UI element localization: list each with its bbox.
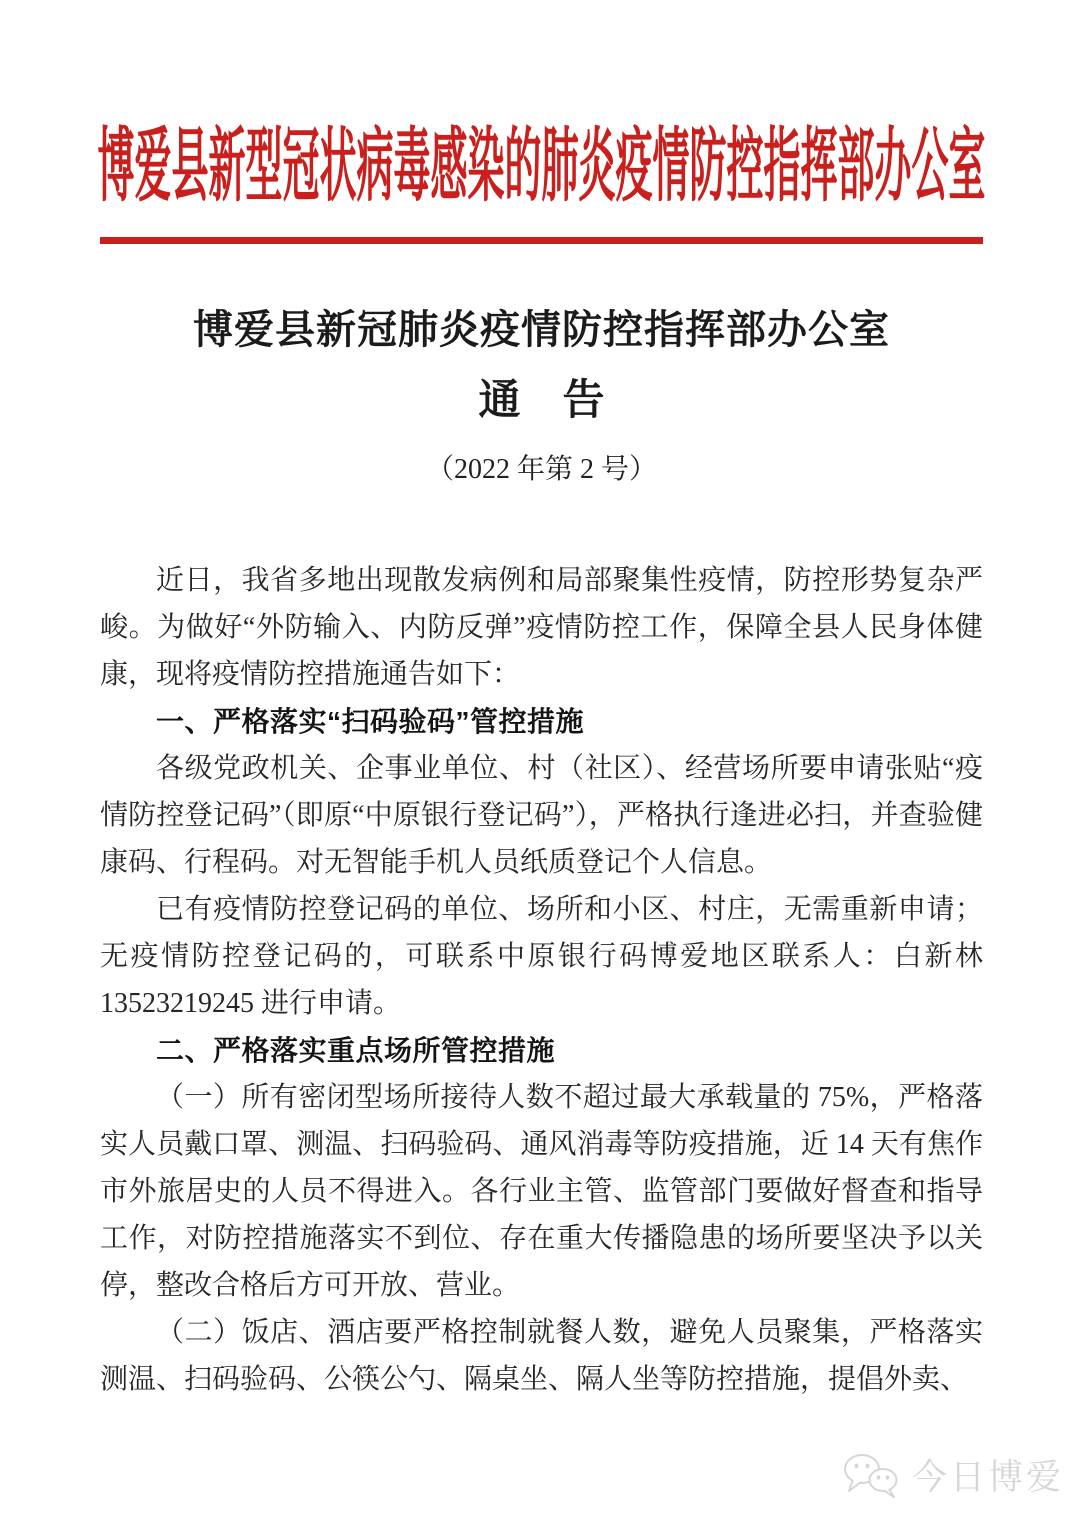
document-office-title: 博爱县新冠肺炎疫情防控指挥部办公室: [193, 307, 890, 352]
section-heading: 一、严格落实“扫码验码”管控措施: [156, 706, 585, 737]
document-body: [100, 557, 983, 1403]
section-heading: 二、严格落实重点场所管控措施: [156, 1035, 556, 1066]
document-content-column: [0, 122, 1080, 1403]
body-paragraph: 已有疫情防控登记码的单位、场所和小区、村庄，无需重新申请；无疫情防控登记码的，可联系中原银行码博爱地区联系人：白新林 13523219245 进行申请。: [100, 894, 983, 1019]
body-paragraph: （二）饭店、酒店要严格控制就餐人数，避免人员聚集，严格落实测温、扫码验码、公筷公勺、隔桌坐、隔人坐等防控措施，提倡外卖、: [100, 1317, 983, 1395]
watermark-label: 今日博爱: [911, 1458, 1064, 1497]
watermark: [839, 1450, 1064, 1500]
letterhead-double-rule: [100, 237, 983, 244]
letterhead-org-name: 博爱县新型冠状病毒感染的肺炎疫情防控指挥部办公室: [97, 123, 986, 213]
body-paragraph: 各级党政机关、企事业单位、村（社区）、经营场所要申请张贴“疫情防控登记码”（即原“中原银行登记码”），严格执行逢进必扫，并查验健康码、行程码。对无智能手机人员纸质登记个人信息。: [100, 753, 983, 878]
letterhead-banner: [97, 122, 986, 214]
document-number: （2022 年第 2 号）: [425, 454, 657, 485]
body-paragraph: 近日，我省多地出现散发病例和局部聚集性疫情，防控形势复杂严峻。为做好“外防输入、内防反弹”疫情防控工作，保障全县人民身体健康，现将疫情防控措施通告如下：: [100, 565, 983, 690]
wechat-bubbles-icon: [839, 1451, 903, 1499]
body-paragraph: （一）所有密闭型场所接待人数不超过最大承载量的 75%，严格落实人员戴口罩、测温、扫码验码、通风消毒等防疫措施，近 14 天有焦作市外旅居史的人员不得进入。各行业主管、监管部门要做好督查和指导工作，对防控措施落实不到位、存在重大传播隐患的场所要坚决予以关停，整改合格后方可开放、营业。: [100, 1082, 983, 1301]
document-notice-type: 通 告: [478, 378, 605, 424]
